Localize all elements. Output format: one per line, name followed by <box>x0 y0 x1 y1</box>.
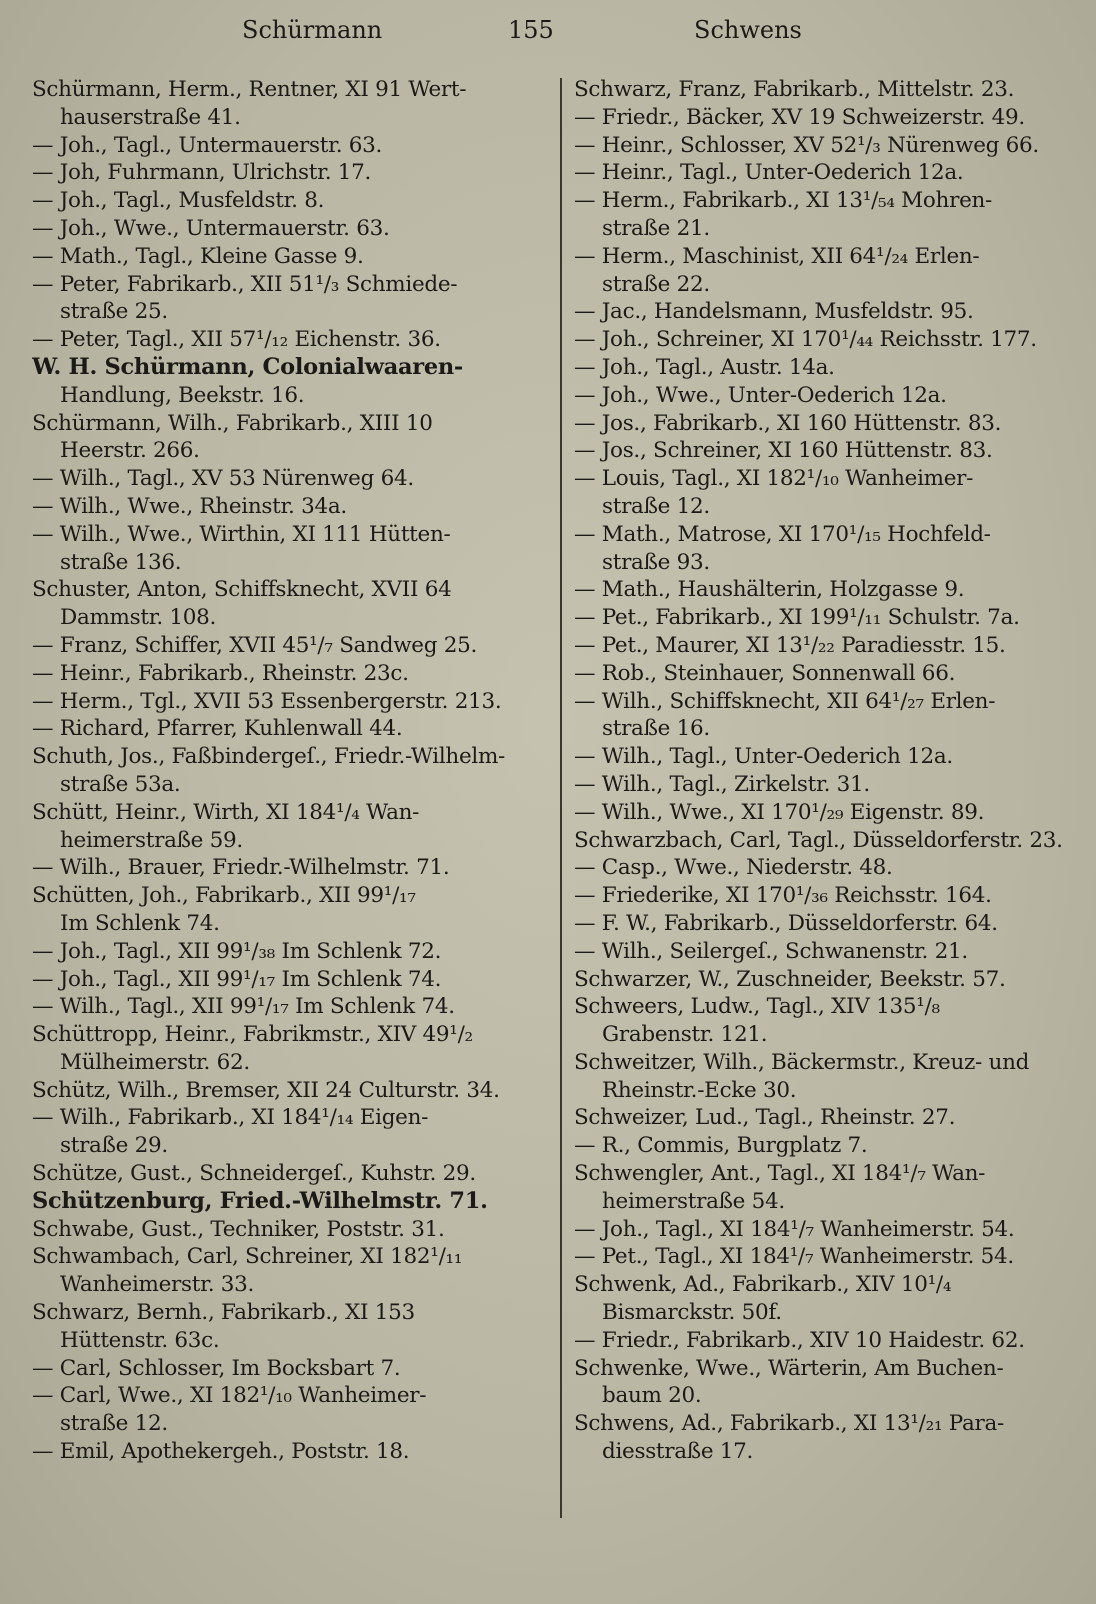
directory-entry-line: — Joh., Wwe., Untermauerstr. 63. <box>32 215 390 241</box>
directory-entry-line: — Carl, Wwe., XI 182¹/₁₀ Wanheimer- <box>32 1383 427 1409</box>
directory-entry-line: Handlung, Beekstr. 16. <box>60 382 305 408</box>
directory-entry-line: Schütten, Joh., Fabrikarb., XII 99¹/₁₇ <box>32 883 416 909</box>
directory-entry-line: Heerstr. 266. <box>60 438 200 464</box>
directory-entry-line: Schweers, Ludw., Tagl., XIV 135¹/₈ <box>574 994 940 1020</box>
directory-entry-line: — Peter, Fabrikarb., XII 51¹/₃ Schmiede- <box>32 271 458 297</box>
directory-entry-line: Schwarzbach, Carl, Tagl., Düsseldorferstr. 23. <box>574 827 1063 853</box>
directory-entry-line: — Wilh., Wwe., Wirthin, XI 111 Hütten- <box>32 521 451 547</box>
directory-entry-line: Schürmann, Wilh., Fabrikarb., XIII 10 <box>32 410 433 436</box>
directory-entry-line: — Wilh., Fabrikarb., XI 184¹/₁₄ Eigen- <box>32 1105 429 1131</box>
directory-entry-line: baum 20. <box>602 1383 702 1409</box>
directory-entry-line: — Herm., Maschinist, XII 64¹/₂₄ Erlen- <box>574 243 980 269</box>
directory-entry-line: Schuster, Anton, Schiffsknecht, XVII 64 <box>32 577 452 603</box>
directory-entry-line: — Heinr., Schlosser, XV 52¹/₃ Nürenweg 66. <box>574 132 1039 158</box>
directory-entry-line: Schwengler, Ant., Tagl., XI 184¹/₇ Wan- <box>574 1161 986 1187</box>
directory-entry-line: straße 53a. <box>60 771 181 797</box>
directory-entry-line: Schwarz, Bernh., Fabrikarb., XI 153 <box>32 1300 415 1326</box>
directory-entry-line: diesstraße 17. <box>602 1439 754 1465</box>
directory-entry-line: straße 93. <box>602 549 710 575</box>
directory-entry-line: Schwarz, Franz, Fabrikarb., Mittelstr. 23. <box>574 77 1015 102</box>
directory-entry-line: — Emil, Apothekergeh., Poststr. 18. <box>32 1439 410 1465</box>
directory-entry-line: Grabenstr. 121. <box>602 1022 768 1048</box>
directory-entry-line: straße 21. <box>602 215 710 241</box>
directory-entry-line: — Wilh., Wwe., XI 170¹/₂₉ Eigenstr. 89. <box>574 799 985 825</box>
directory-entry-line: — F. W., Fabrikarb., Düsseldorferstr. 64. <box>574 910 998 936</box>
directory-entry-line: — Joh., Tagl., XII 99¹/₃₈ Im Schlenk 72. <box>32 938 442 964</box>
directory-entry-line: — Jos., Schreiner, XI 160 Hüttenstr. 83. <box>574 438 993 464</box>
directory-entry-line: — Joh., Tagl., Untermauerstr. 63. <box>32 132 383 158</box>
directory-entry-line: Schwenk, Ad., Fabrikarb., XIV 10¹/₄ <box>574 1272 952 1298</box>
directory-entry-line: — Wilh., Seilergeſ., Schwanenstr. 21. <box>574 938 968 964</box>
directory-entry-line: — Joh., Tagl., XI 184¹/₇ Wanheimerstr. 54. <box>574 1216 1015 1242</box>
directory-entry-line: Schütz, Wilh., Bremser, XII 24 Culturstr. 34. <box>32 1077 500 1103</box>
directory-entry-line: — Pet., Maurer, XI 13¹/₂₂ Paradiesstr. 15. <box>574 632 1006 658</box>
directory-entry-line: straße 12. <box>602 493 710 519</box>
directory-entry-line: Schwambach, Carl, Schreiner, XI 182¹/₁₁ <box>32 1244 463 1270</box>
left-column <box>32 76 554 1466</box>
directory-entry-line: — Wilh., Schiffsknecht, XII 64¹/₂₇ Erlen- <box>574 688 996 714</box>
column-divider <box>560 78 562 1518</box>
directory-entry-line: — Herm., Tgl., XVII 53 Essenbergerstr. 213. <box>32 688 502 714</box>
directory-entry-line: — Herm., Fabrikarb., XI 13¹/₅₄ Mohren- <box>574 188 993 214</box>
directory-entry-line: — Jac., Handelsmann, Musfeldstr. 95. <box>574 299 974 325</box>
directory-entry-line: hauserstraße 41. <box>60 104 241 130</box>
directory-entry-line: — Math., Matrose, XI 170¹/₁₅ Hochfeld- <box>574 521 991 547</box>
directory-entry-line: — Joh., Tagl., Austr. 14a. <box>574 354 835 380</box>
directory-entry-line: Schwarzer, W., Zuschneider, Beekstr. 57. <box>574 966 1006 992</box>
directory-entry-line: — Friedr., Fabrikarb., XIV 10 Haidestr. 62. <box>574 1327 1025 1353</box>
directory-entry-line: — Wilh., Wwe., Rheinstr. 34a. <box>32 493 347 519</box>
directory-entry-line: — Carl, Schlosser, Im Bocksbart 7. <box>32 1355 401 1381</box>
directory-entry-line: Hüttenstr. 63c. <box>60 1327 220 1353</box>
directory-entry-line: — Math., Haushälterin, Holzgasse 9. <box>574 577 965 603</box>
directory-entry-line: Schütt, Heinr., Wirth, XI 184¹/₄ Wan- <box>32 799 420 825</box>
directory-entry-line: — Rob., Steinhauer, Sonnenwall 66. <box>574 660 956 686</box>
directory-entry-line: Bismarckstr. 50f. <box>602 1300 782 1326</box>
directory-entry-line: — Joh., Tagl., Musfeldstr. 8. <box>32 188 325 214</box>
directory-entry-line: Schweizer, Lud., Tagl., Rheinstr. 27. <box>574 1105 956 1131</box>
header-right-keyword: Schwens <box>694 16 802 44</box>
directory-entry-line: — Peter, Tagl., XII 57¹/₁₂ Eichenstr. 36. <box>32 327 441 353</box>
directory-entry-line: — Wilh., Tagl., Zirkelstr. 31. <box>574 771 870 797</box>
directory-entry-line: — Friedr., Bäcker, XV 19 Schweizerstr. 49. <box>574 104 1025 130</box>
right-column <box>574 76 1070 1466</box>
directory-entry-line: — Jos., Fabrikarb., XI 160 Hüttenstr. 83. <box>574 410 1002 436</box>
directory-entry-line: — Wilh., Brauer, Friedr.-Wilhelmstr. 71. <box>32 855 450 881</box>
directory-entry-line: — Heinr., Fabrikarb., Rheinstr. 23c. <box>32 660 409 686</box>
directory-entry-line: — Pet., Tagl., XI 184¹/₇ Wanheimerstr. 54. <box>574 1244 1014 1270</box>
directory-entry-line: — Friederike, XI 170¹/₃₆ Reichsstr. 164. <box>574 883 992 909</box>
directory-entry-line: heimerstraße 54. <box>602 1188 785 1214</box>
directory-entry-line: straße 136. <box>60 549 182 575</box>
directory-entry-line: Wanheimerstr. 33. <box>60 1272 255 1298</box>
directory-entry-line: — Richard, Pfarrer, Kuhlenwall 44. <box>32 716 403 742</box>
directory-entry-line: — Casp., Wwe., Niederstr. 48. <box>574 855 893 881</box>
directory-entry-line: Schwabe, Gust., Techniker, Poststr. 31. <box>32 1216 445 1242</box>
directory-entry-line: Schuth, Jos., Faßbindergeſ., Friedr.-Wilhelm- <box>32 744 506 770</box>
directory-entry-line: Dammstr. 108. <box>60 605 217 631</box>
directory-entry-line: Rheinstr.-Ecke 30. <box>602 1077 797 1103</box>
directory-entry-line: straße 29. <box>60 1133 168 1159</box>
directory-entry-line: straße 12. <box>60 1411 168 1437</box>
directory-entry-line: straße 16. <box>602 716 710 742</box>
directory-entry-line: Im Schlenk 74. <box>60 910 220 936</box>
directory-entry-line: — Joh., Tagl., XII 99¹/₁₇ Im Schlenk 74. <box>32 966 442 992</box>
directory-entry-line: — R., Commis, Burgplatz 7. <box>574 1133 868 1159</box>
directory-entry-line: Schwenke, Wwe., Wärterin, Am Buchen- <box>574 1355 1004 1381</box>
directory-entry-line: — Franz, Schiffer, XVII 45¹/₇ Sandweg 25. <box>32 632 478 658</box>
directory-entry-line: Mülheimerstr. 62. <box>60 1049 250 1075</box>
directory-entry-line: Schüttropp, Heinr., Fabrikmstr., XIV 49¹/₂ <box>32 1022 473 1048</box>
directory-entry-line: heimerstraße 59. <box>60 827 243 853</box>
page-header <box>0 16 1096 56</box>
directory-entry-line: Schweitzer, Wilh., Bäckermstr., Kreuz- und <box>574 1049 1030 1075</box>
directory-entry-line: straße 22. <box>602 271 710 297</box>
directory-entry-line: W. H. Schürmann, Colonialwaaren- <box>32 353 463 380</box>
directory-entry-line: — Heinr., Tagl., Unter-Oederich 12a. <box>574 160 964 186</box>
directory-entry-line: Schützenburg, Fried.-Wilhelmstr. 71. <box>32 1187 488 1214</box>
directory-entry-line: Schürmann, Herm., Rentner, XI 91 Wert- <box>32 77 467 102</box>
directory-entry-line: — Joh., Schreiner, XI 170¹/₄₄ Reichsstr. 177. <box>574 327 1037 353</box>
directory-entry-line: — Wilh., Tagl., XV 53 Nürenweg 64. <box>32 466 414 492</box>
directory-entry-line: — Louis, Tagl., XI 182¹/₁₀ Wanheimer- <box>574 466 974 492</box>
directory-entry-line: — Joh., Wwe., Unter-Oederich 12a. <box>574 382 947 408</box>
directory-entry-line: Schwens, Ad., Fabrikarb., XI 13¹/₂₁ Para- <box>574 1411 1004 1437</box>
directory-entry-line: — Joh, Fuhrmann, Ulrichstr. 17. <box>32 160 372 186</box>
directory-entry-line: — Pet., Fabrikarb., XI 199¹/₁₁ Schulstr. 7a. <box>574 605 1020 631</box>
page-number: 155 <box>508 16 554 44</box>
directory-entry-line: — Wilh., Tagl., Unter-Oederich 12a. <box>574 744 953 770</box>
directory-entry-line: Schütze, Gust., Schneidergeſ., Kuhstr. 29. <box>32 1161 476 1187</box>
header-left-keyword: Schürmann <box>242 16 383 44</box>
directory-entry-line: straße 25. <box>60 299 168 325</box>
directory-entry-line: — Math., Tagl., Kleine Gasse 9. <box>32 243 364 269</box>
directory-entry-line: — Wilh., Tagl., XII 99¹/₁₇ Im Schlenk 74. <box>32 994 455 1020</box>
